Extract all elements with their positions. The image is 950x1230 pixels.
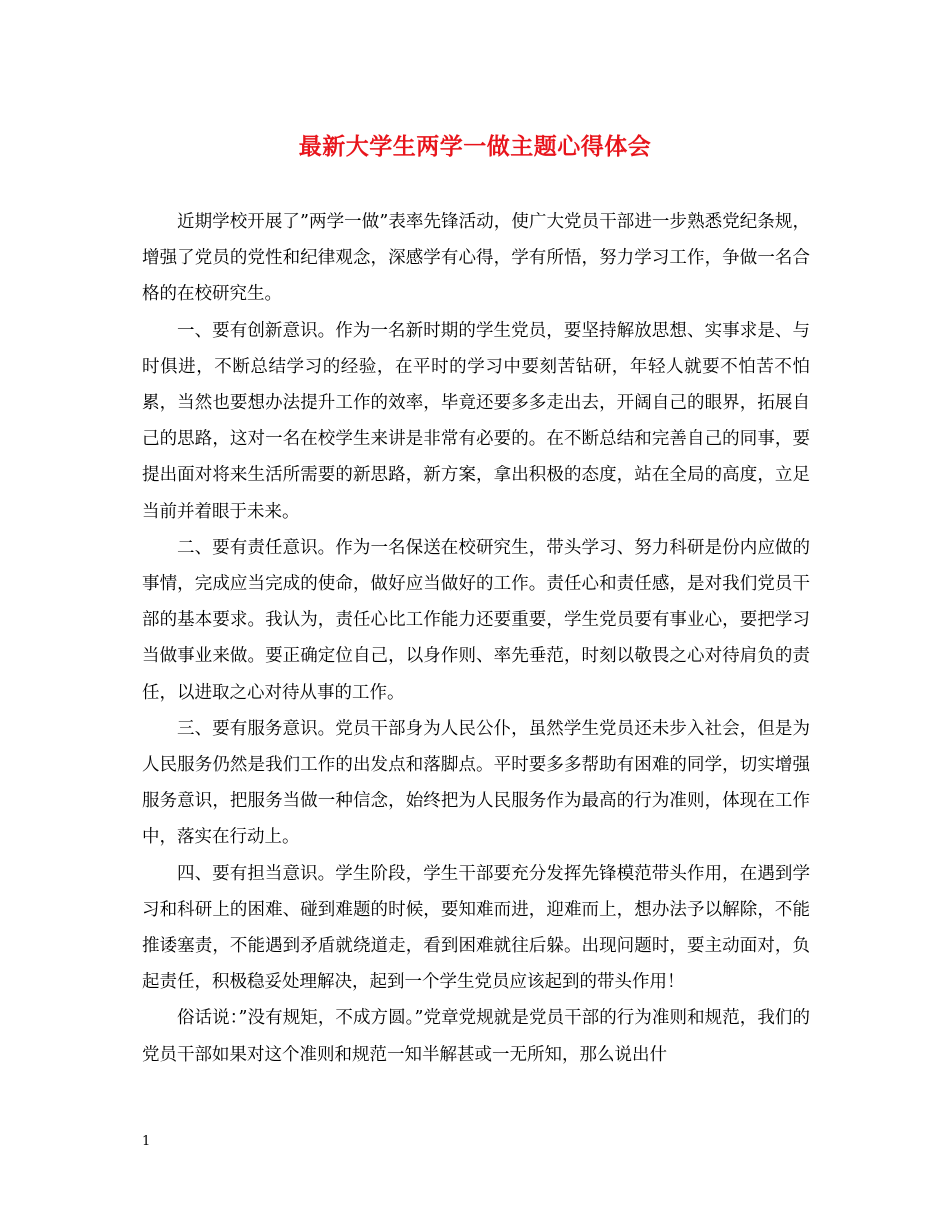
paragraph-rules: 俗话说：”没有规矩，不成方圆。”党章党规就是党员干部的行为准则和规范，我们的党员干部如果对这个准则和规范一知半解甚或一无所知，那么说出什 bbox=[142, 1008, 810, 1065]
document-body bbox=[142, 204, 810, 1073]
paragraph-service: 三、要有服务意识。党员干部身为人民公仆，虽然学生党员还未步入社会，但是为人民服务仍然是我们工作的出发点和落脚点。平时要多多帮助有困难的同学，切实增强服务意识，把服务当做一种信念，始终把为人民服务作为最高的行为准则，体现在工作中，落实在行动上。 bbox=[142, 718, 810, 848]
paragraph-innovation: 一、要有创新意识。作为一名新时期的学生党员，要坚持解放思想、实事求是、与时俱进，不断总结学习的经验，在平时的学习中要刻苦钻研，年轻人就要不怕苦不怕累，当然也要想办法提升工作的效率，毕竟还要多多走出去，开阔自己的眼界，拓展自己的思路，这对一名在校学生来讲是非常有必要的。在不断总结和完善自己的同事，要提出面对将来生活所需要的新思路，新方案，拿出积极的态度，站在全局的高度，立足当前并着眼于未来。 bbox=[142, 320, 810, 522]
document-title: 最新大学生两学一做主题心得体会 bbox=[298, 133, 652, 160]
paragraph-commitment: 四、要有担当意识。学生阶段，学生干部要充分发挥先锋模范带头作用，在遇到学习和科研上的困难、碰到难题的时候，要知难而进，迎难而上，想办法予以解除，不能推诿塞责，不能遇到矛盾就绕道走，看到困难就往后躲。出现问题时，要主动面对，负起责任，积极稳妥处理解决，起到一个学生党员应该起到的带头作用！ bbox=[142, 863, 810, 993]
page-number: 1 bbox=[142, 1134, 151, 1149]
paragraph-intro: 近期学校开展了”两学一做”表率先锋活动，使广大党员干部进一步熟悉党纪条规，增强了党员的党性和纪律观念，深感学有心得，学有所悟，努力学习工作，争做一名合格的在校研究生。 bbox=[142, 212, 810, 305]
paragraph-responsibility: 二、要有责任意识。作为一名保送在校研究生，带头学习、努力科研是份内应做的事情，完成应当完成的使命，做好应当做好的工作。责任心和责任感，是对我们党员干部的基本要求。我认为，责任心比工作能力还要重要，学生党员要有事业心，要把学习当做事业来做。要正确定位自己，以身作则、率先垂范，时刻以敬畏之心对待肩负的责任，以进取之心对待从事的工作。 bbox=[142, 537, 810, 703]
